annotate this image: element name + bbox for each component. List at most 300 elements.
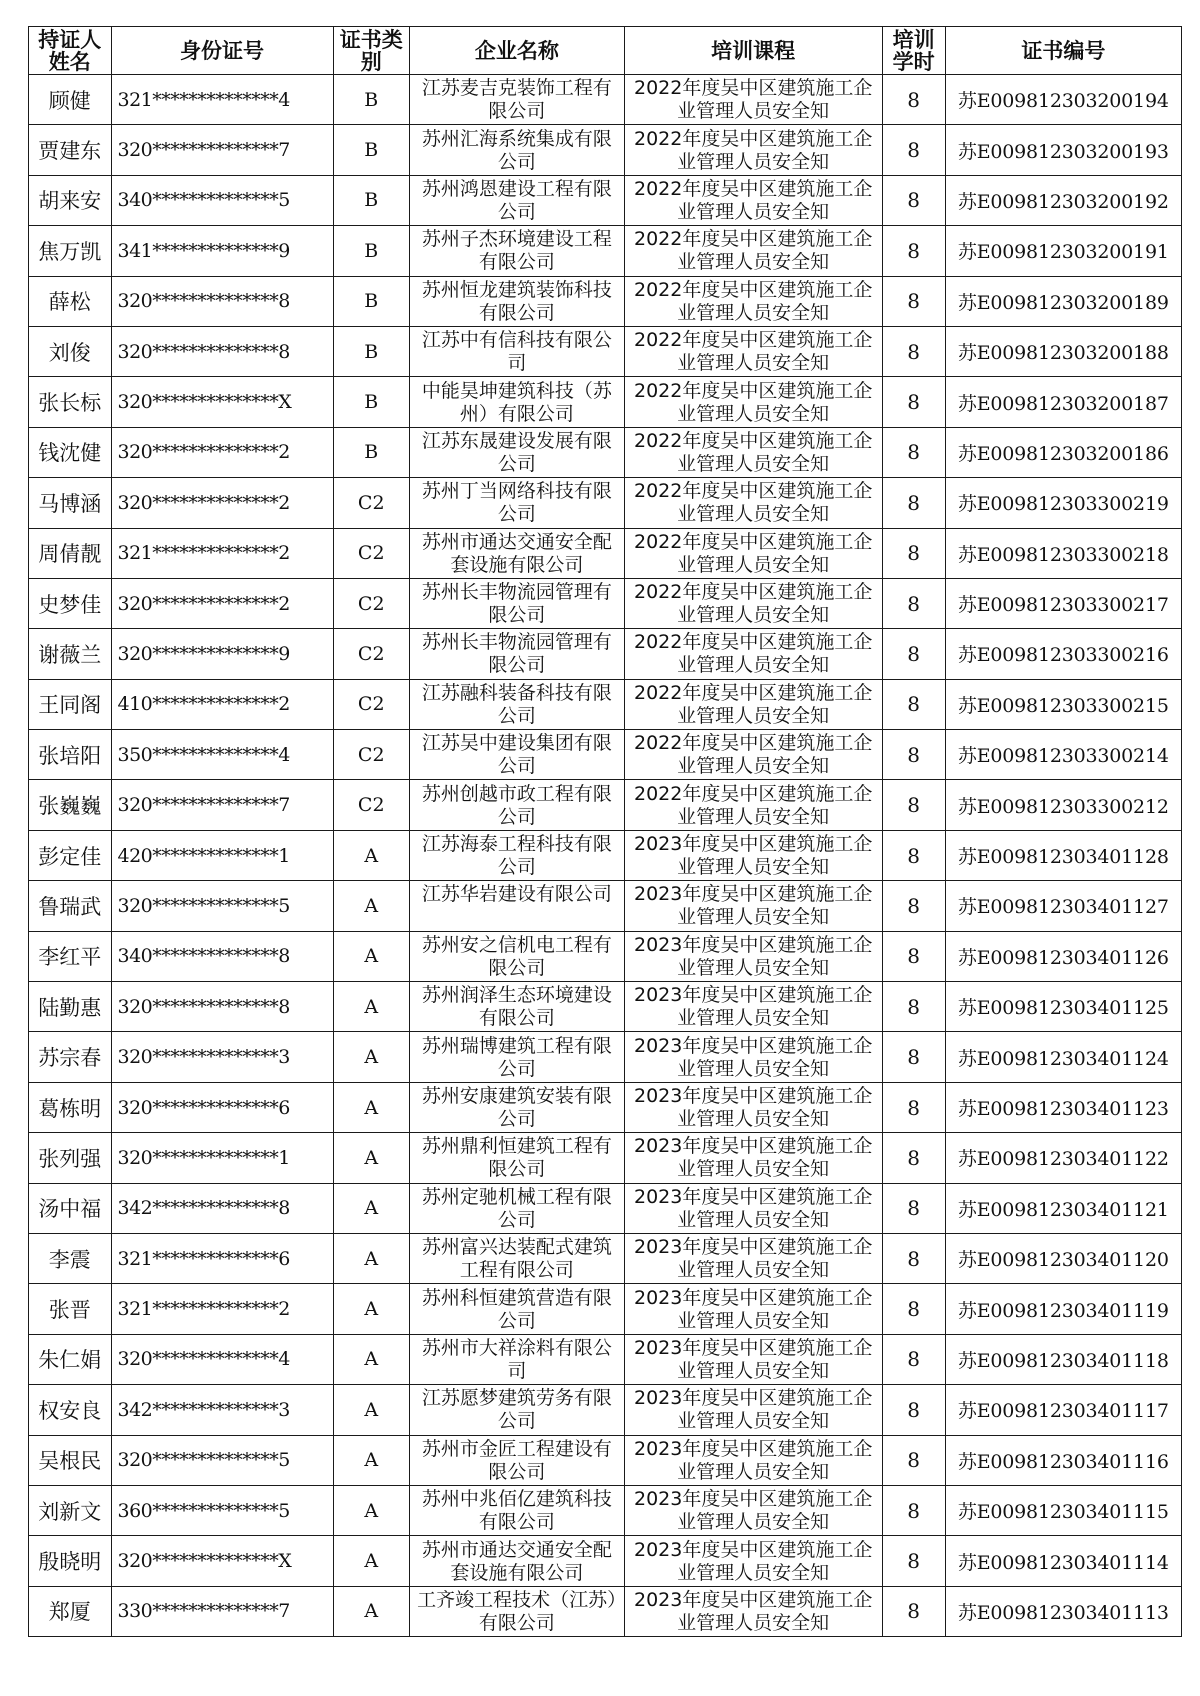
table-cell-company [409,931,624,981]
table-cell-name: 鲁瑞武 [29,881,112,931]
table-cell-hours: 8 [882,1233,945,1283]
table-cell-course [624,881,882,931]
table-cell-name: 刘新文 [29,1485,112,1535]
table-cell-cert-type: A [333,881,409,931]
table-row [29,1334,1182,1384]
table-cell-hours: 8 [882,982,945,1032]
table-cell-course [624,679,882,729]
table-cell-cert-no: 苏E009812303401117 [945,1385,1181,1435]
table-cell-cert-no: 苏E009812303401121 [945,1183,1181,1233]
table-cell-id: 320**************9 [111,629,333,679]
table-cell-name: 张长标 [29,377,112,427]
cell-text-company: 苏州丁当网络科技有限公司 [421,480,612,526]
table-cell-name: 朱仁娟 [29,1334,112,1384]
table-cell-course [624,175,882,225]
cell-text-company: 苏州市通达交通安全配套设施有限公司 [421,530,612,576]
table-cell-hours: 8 [882,478,945,528]
cell-text-company: 苏州子杰环境建设工程有限公司 [421,228,612,274]
cell-text-course: 2023年度吴中区建筑施工企业管理人员安全知 [633,1185,873,1231]
table-cell-cert-no: 苏E009812303300219 [945,478,1181,528]
table-cell-course [624,1485,882,1535]
table-cell-cert-no: 苏E009812303401116 [945,1435,1181,1485]
header-name: 持证人姓名 [29,27,112,75]
table-cell-course [624,1385,882,1435]
table-cell-company [409,1133,624,1183]
table-cell-id: 321**************6 [111,1233,333,1283]
table-cell-cert-type: A [333,1284,409,1334]
table-cell-hours: 8 [882,1082,945,1132]
table-cell-cert-type: B [333,276,409,326]
table-row [29,528,1182,578]
table-cell-course [624,1435,882,1485]
table-cell-id: 420**************1 [111,830,333,880]
table-row [29,125,1182,175]
table-row [29,1485,1182,1535]
table-cell-id: 341**************9 [111,226,333,276]
cell-text-company: 苏州科恒建筑营造有限公司 [421,1286,612,1332]
table-cell-id: 342**************3 [111,1385,333,1435]
table-cell-name: 郑厦 [29,1586,112,1636]
table-row [29,1233,1182,1283]
cell-text-company: 苏州定驰机械工程有限公司 [421,1185,612,1231]
table-cell-course [624,982,882,1032]
cell-text-company: 苏州汇海系统集成有限公司 [421,127,612,173]
cell-text-company: 江苏华岩建设有限公司 [421,883,612,906]
table-cell-hours: 8 [882,780,945,830]
table-row [29,1586,1182,1636]
table-cell-name: 胡来安 [29,175,112,225]
cell-text-company: 苏州鼎利恒建筑工程有限公司 [421,1135,612,1181]
table-cell-company [409,1233,624,1283]
cell-text-course: 2023年度吴中区建筑施工企业管理人员安全知 [633,1286,873,1332]
table-cell-cert-no: 苏E009812303200189 [945,276,1181,326]
table-cell-cert-no: 苏E009812303200194 [945,75,1181,125]
table-cell-course [624,578,882,628]
table-cell-company [409,679,624,729]
cell-text-company: 苏州中兆佰亿建筑科技有限公司 [421,1488,612,1534]
cell-text-company: 苏州鸿恩建设工程有限公司 [421,177,612,223]
cell-text-company: 苏州恒龙建筑装饰科技有限公司 [421,278,612,324]
table-cell-cert-type: A [333,931,409,981]
table-cell-hours: 8 [882,1586,945,1636]
table-cell-name: 史梦佳 [29,578,112,628]
table-cell-id: 410**************2 [111,679,333,729]
table-cell-course [624,276,882,326]
table-cell-company [409,478,624,528]
cell-text-company: 苏州安康建筑安装有限公司 [421,1085,612,1130]
cell-text-course: 2023年度吴中区建筑施工企业管理人员安全知 [633,1336,873,1382]
table-cell-course [624,931,882,981]
table-cell-cert-type: B [333,75,409,125]
table-cell-hours: 8 [882,377,945,427]
table-cell-company [409,730,624,780]
table-cell-company [409,1284,624,1334]
table-cell-company [409,125,624,175]
table-cell-cert-no: 苏E009812303401118 [945,1334,1181,1384]
table-cell-course [624,1082,882,1132]
table-cell-name: 张晋 [29,1284,112,1334]
table-cell-name: 刘俊 [29,326,112,376]
table-cell-cert-no: 苏E009812303401120 [945,1233,1181,1283]
table-cell-company [409,1183,624,1233]
table-cell-cert-type: A [333,1334,409,1384]
table-cell-cert-type: A [333,1435,409,1485]
table-cell-company [409,1385,624,1435]
table-cell-company [409,1485,624,1535]
cell-text-course: 2023年度吴中区建筑施工企业管理人员安全知 [633,1538,873,1584]
table-cell-name: 吴根民 [29,1435,112,1485]
cell-text-company: 工齐竣工程技术（江苏）有限公司 [417,1588,617,1634]
table-cell-id: 320**************8 [111,982,333,1032]
cell-text-course: 2022年度吴中区建筑施工企业管理人员安全知 [633,631,873,677]
table-cell-course [624,830,882,880]
table-cell-cert-no: 苏E009812303401124 [945,1032,1181,1082]
table-cell-id: 320**************X [111,1536,333,1586]
table-row [29,730,1182,780]
table-cell-hours: 8 [882,75,945,125]
table-cell-name: 焦万凯 [29,226,112,276]
table-cell-company [409,1435,624,1485]
table-body [29,75,1182,1637]
table-cell-company [409,377,624,427]
table-cell-company [409,1334,624,1384]
table-cell-id: 320**************2 [111,427,333,477]
table-cell-cert-type: A [333,1485,409,1535]
table-cell-cert-type: C2 [333,478,409,528]
table-cell-name: 王同阁 [29,679,112,729]
table-cell-company [409,75,624,125]
table-row [29,1284,1182,1334]
cell-text-course: 2022年度吴中区建筑施工企业管理人员安全知 [633,379,873,425]
table-cell-cert-type: A [333,982,409,1032]
cell-text-course: 2022年度吴中区建筑施工企业管理人员安全知 [633,530,873,576]
table-cell-name: 薛松 [29,276,112,326]
table-cell-hours: 8 [882,629,945,679]
table-cell-course [624,1536,882,1586]
table-cell-name: 权安良 [29,1385,112,1435]
cell-text-course: 2022年度吴中区建筑施工企业管理人员安全知 [633,681,873,727]
table-cell-course [624,780,882,830]
table-cell-course [624,75,882,125]
table-cell-cert-no: 苏E009812303401125 [945,982,1181,1032]
table-cell-hours: 8 [882,427,945,477]
cell-text-course: 2022年度吴中区建筑施工企业管理人员安全知 [633,581,873,627]
cell-text-course: 2023年度吴中区建筑施工企业管理人员安全知 [633,1488,873,1534]
table-cell-id: 360**************5 [111,1485,333,1535]
table-cell-company [409,830,624,880]
cell-text-course: 2022年度吴中区建筑施工企业管理人员安全知 [633,329,873,375]
table-row [29,629,1182,679]
cell-text-course: 2023年度吴中区建筑施工企业管理人员安全知 [633,833,873,879]
table-cell-cert-type: A [333,1385,409,1435]
table-cell-id: 330**************7 [111,1586,333,1636]
table-header-row [29,27,1182,75]
table-cell-name: 彭定佳 [29,830,112,880]
table-row [29,1536,1182,1586]
cell-text-company: 苏州市大祥涂料有限公司 [421,1336,612,1382]
table-cell-cert-no: 苏E009812303200188 [945,326,1181,376]
table-cell-name: 汤中福 [29,1183,112,1233]
table-cell-course [624,377,882,427]
header-course: 培训课程 [624,27,882,75]
table-cell-course [624,427,882,477]
table-cell-cert-type: A [333,1032,409,1082]
table-cell-id: 320**************6 [111,1082,333,1132]
table-cell-cert-no: 苏E009812303401113 [945,1586,1181,1636]
table-cell-cert-no: 苏E009812303200193 [945,125,1181,175]
table-cell-hours: 8 [882,276,945,326]
cell-text-company: 江苏吴中建设集团有限公司 [421,732,612,778]
header-company: 企业名称 [409,27,624,75]
table-cell-cert-no: 苏E009812303401126 [945,931,1181,981]
cell-text-course: 2023年度吴中区建筑施工企业管理人员安全知 [633,1135,873,1181]
table-cell-cert-no: 苏E009812303401119 [945,1284,1181,1334]
cell-text-course: 2022年度吴中区建筑施工企业管理人员安全知 [633,782,873,828]
table-cell-course [624,1334,882,1384]
cell-text-company: 江苏麦吉克装饰工程有限公司 [421,77,612,123]
cell-text-course: 2023年度吴中区建筑施工企业管理人员安全知 [633,1387,873,1433]
table-cell-cert-type: A [333,1183,409,1233]
table-row [29,931,1182,981]
table-row [29,175,1182,225]
table-cell-id: 321**************2 [111,528,333,578]
table-cell-company [409,528,624,578]
table-row [29,478,1182,528]
table-cell-hours: 8 [882,125,945,175]
table-cell-hours: 8 [882,1334,945,1384]
table-cell-cert-no: 苏E009812303401127 [945,881,1181,931]
table-cell-hours: 8 [882,679,945,729]
table-cell-id: 320**************8 [111,326,333,376]
table-cell-cert-type: C2 [333,679,409,729]
table-cell-course [624,1183,882,1233]
table-cell-hours: 8 [882,528,945,578]
cell-text-company: 苏州安之信机电工程有限公司 [421,933,612,979]
table-cell-course [624,326,882,376]
table-cell-course [624,1032,882,1082]
table-cell-name: 贾建东 [29,125,112,175]
cell-text-course: 2022年度吴中区建筑施工企业管理人员安全知 [633,429,873,475]
table-row [29,1435,1182,1485]
table-cell-hours: 8 [882,1183,945,1233]
table-cell-course [624,629,882,679]
table-cell-company [409,1032,624,1082]
table-cell-cert-type: A [333,1536,409,1586]
cell-text-course: 2023年度吴中区建筑施工企业管理人员安全知 [633,1236,873,1282]
table-cell-course [624,1586,882,1636]
table-cell-cert-no: 苏E009812303300216 [945,629,1181,679]
table-cell-id: 320**************5 [111,1435,333,1485]
table-row [29,780,1182,830]
cell-text-course: 2022年度吴中区建筑施工企业管理人员安全知 [633,177,873,223]
table-cell-id: 320**************1 [111,1133,333,1183]
table-cell-cert-type: A [333,1586,409,1636]
table-cell-hours: 8 [882,578,945,628]
cell-text-company: 苏州长丰物流园管理有限公司 [421,581,612,627]
cell-text-course: 2023年度吴中区建筑施工企业管理人员安全知 [633,1437,873,1483]
cell-text-course: 2023年度吴中区建筑施工企业管理人员安全知 [633,933,873,979]
table-cell-course [624,1284,882,1334]
table-cell-name: 顾健 [29,75,112,125]
table-cell-id: 320**************5 [111,881,333,931]
cell-text-course: 2022年度吴中区建筑施工企业管理人员安全知 [633,228,873,274]
cell-text-course: 2023年度吴中区建筑施工企业管理人员安全知 [633,984,873,1030]
table-cell-cert-no: 苏E009812303300214 [945,730,1181,780]
cell-text-company: 江苏东晟建设发展有限公司 [421,429,612,475]
header-hours: 培训学时 [882,27,945,75]
cell-text-company: 苏州创越市政工程有限公司 [421,782,612,828]
table-cell-cert-no: 苏E009812303200191 [945,226,1181,276]
cell-text-company: 苏州润泽生态环境建设有限公司 [421,984,612,1030]
table-cell-hours: 8 [882,1435,945,1485]
cell-text-company: 苏州富兴达装配式建筑工程有限公司 [421,1236,612,1282]
cell-text-company: 苏州长丰物流园管理有限公司 [421,631,612,677]
table-cell-hours: 8 [882,175,945,225]
cell-text-company: 苏州瑞博建筑工程有限公司 [421,1034,612,1080]
table-row [29,982,1182,1032]
table-cell-company [409,326,624,376]
table-cell-hours: 8 [882,830,945,880]
table-cell-id: 320**************7 [111,125,333,175]
table-cell-cert-type: B [333,326,409,376]
table-cell-id: 320**************2 [111,578,333,628]
table-cell-id: 320**************3 [111,1032,333,1082]
cell-text-course: 2023年度吴中区建筑施工企业管理人员安全知 [633,1588,873,1634]
table-cell-company [409,175,624,225]
cell-text-course: 2022年度吴中区建筑施工企业管理人员安全知 [633,77,873,123]
table-cell-company [409,276,624,326]
table-row [29,578,1182,628]
table-row [29,427,1182,477]
table-cell-cert-no: 苏E009812303300212 [945,780,1181,830]
table-row [29,830,1182,880]
header-id: 身份证号 [111,27,333,75]
table-cell-cert-type: B [333,427,409,477]
table-cell-company [409,427,624,477]
table-cell-course [624,226,882,276]
table-row [29,881,1182,931]
table-cell-company [409,881,624,931]
table-cell-hours: 8 [882,1385,945,1435]
cell-text-course: 2022年度吴中区建筑施工企业管理人员安全知 [633,480,873,526]
table-cell-hours: 8 [882,1485,945,1535]
table-cell-cert-type: C2 [333,780,409,830]
table-cell-company [409,780,624,830]
cell-text-course: 2022年度吴中区建筑施工企业管理人员安全知 [633,127,873,173]
table-cell-name: 张列强 [29,1133,112,1183]
table-cell-cert-type: C2 [333,528,409,578]
table-cell-course [624,478,882,528]
table-cell-cert-no: 苏E009812303401115 [945,1485,1181,1535]
table-cell-company [409,982,624,1032]
certificate-table [28,26,1182,1637]
table-cell-name: 张巍巍 [29,780,112,830]
table-cell-hours: 8 [882,881,945,931]
table-cell-cert-no: 苏E009812303200186 [945,427,1181,477]
table-row [29,1183,1182,1233]
header-cert-type: 证书类别 [333,27,409,75]
cell-text-company: 苏州市金匠工程建设有限公司 [421,1437,612,1483]
table-cell-name: 李震 [29,1233,112,1283]
table-cell-id: 340**************5 [111,175,333,225]
cell-text-company: 中能昊坤建筑科技（苏州）有限公司 [421,379,612,425]
table-cell-id: 342**************8 [111,1183,333,1233]
table-cell-id: 320**************8 [111,276,333,326]
cell-text-course: 2022年度吴中区建筑施工企业管理人员安全知 [633,732,873,778]
table-cell-cert-type: C2 [333,730,409,780]
table-cell-course [624,730,882,780]
table-cell-id: 320**************X [111,377,333,427]
table-cell-cert-type: B [333,377,409,427]
table-cell-name: 李红平 [29,931,112,981]
table-cell-company [409,1536,624,1586]
table-cell-cert-no: 苏E009812303401128 [945,830,1181,880]
table-cell-name: 殷晓明 [29,1536,112,1586]
table-row [29,377,1182,427]
table-row [29,679,1182,729]
table-cell-cert-no: 苏E009812303200192 [945,175,1181,225]
table-cell-company [409,629,624,679]
table-cell-cert-type: B [333,175,409,225]
table-cell-hours: 8 [882,931,945,981]
table-cell-course [624,528,882,578]
cell-text-company: 江苏中有信科技有限公司 [421,329,612,375]
table-cell-cert-type: C2 [333,629,409,679]
table-cell-name: 苏宗春 [29,1032,112,1082]
cell-text-course: 2023年度吴中区建筑施工企业管理人员安全知 [633,1085,873,1130]
table-cell-cert-type: B [333,125,409,175]
table-cell-cert-type: A [333,1082,409,1132]
table-cell-company [409,226,624,276]
cell-text-company: 江苏海泰工程科技有限公司 [421,833,612,879]
table-cell-hours: 8 [882,226,945,276]
cell-text-company: 江苏融科装备科技有限公司 [421,681,612,727]
table-cell-cert-type: C2 [333,578,409,628]
table-row [29,1385,1182,1435]
cell-text-course: 2023年度吴中区建筑施工企业管理人员安全知 [633,1034,873,1080]
table-cell-hours: 8 [882,1133,945,1183]
table-cell-company [409,578,624,628]
table-cell-id: 320**************4 [111,1334,333,1384]
table-cell-name: 周倩靓 [29,528,112,578]
header-cert-no: 证书编号 [945,27,1181,75]
table-cell-name: 谢薇兰 [29,629,112,679]
table-cell-cert-type: A [333,1233,409,1283]
table-row [29,226,1182,276]
table-cell-hours: 8 [882,1536,945,1586]
cell-text-company: 苏州市通达交通安全配套设施有限公司 [421,1538,612,1584]
table-cell-cert-no: 苏E009812303300215 [945,679,1181,729]
table-cell-cert-no: 苏E009812303401122 [945,1133,1181,1183]
table-row [29,75,1182,125]
table-cell-id: 321**************2 [111,1284,333,1334]
table-cell-cert-no: 苏E009812303401114 [945,1536,1181,1586]
table-cell-course [624,1133,882,1183]
cell-text-course: 2023年度吴中区建筑施工企业管理人员安全知 [633,883,873,929]
table-cell-id: 320**************7 [111,780,333,830]
table-cell-cert-no: 苏E009812303200187 [945,377,1181,427]
table-cell-cert-no: 苏E009812303300217 [945,578,1181,628]
table-cell-id: 350**************4 [111,730,333,780]
table-cell-company [409,1586,624,1636]
table-cell-hours: 8 [882,730,945,780]
cell-text-company: 江苏愿梦建筑劳务有限公司 [421,1387,612,1433]
table-row [29,1082,1182,1132]
table-row [29,326,1182,376]
table-cell-cert-type: A [333,830,409,880]
table-cell-id: 321**************4 [111,75,333,125]
table-cell-cert-type: B [333,226,409,276]
